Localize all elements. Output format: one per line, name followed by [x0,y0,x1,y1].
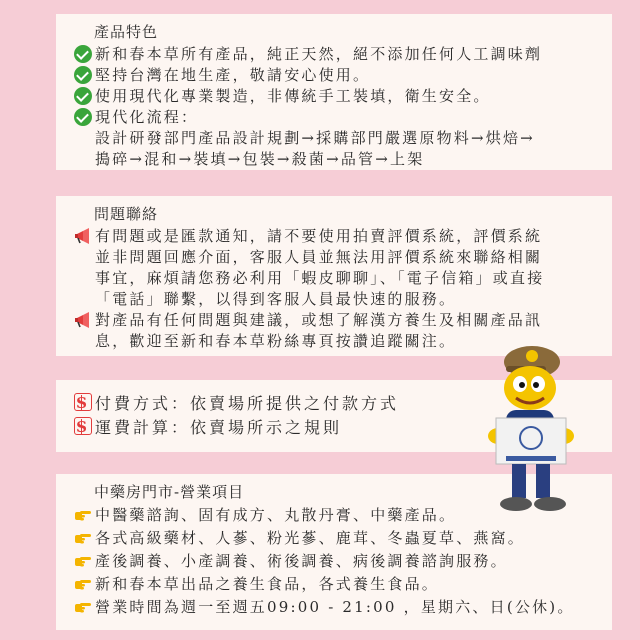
contact-text-line: 息，歡迎至新和春本草粉絲專頁按讚追蹤關注。 [95,332,457,350]
contact-text-line: 事宜，麻煩請您務必利用「蝦皮聊聊」、「電子信箱」或直接 [95,269,545,287]
contact-text-line: 「電話」聯繫，以得到客服人員最快速的服務。 [95,290,457,308]
pointing-hand-icon [74,551,92,569]
feature-item: 堅持台灣在地生產，敬請安心使用。 [74,65,598,86]
store-item: 營業時間為週一至週五09:00 - 21:00 ，星期六、日(公休)。 [74,596,598,619]
check-circle-icon [74,45,92,63]
process-line: 設計研發部門產品設計規劃→採購部門嚴選原物料→烘焙→ [95,129,535,147]
pointing-hand-icon [74,505,92,523]
store-item: 新和春本草出品之養生食品，各式養生食品。 [74,573,598,596]
dollar-sign-icon: $ [75,417,91,437]
contact-panel [56,196,612,356]
pointing-hand-icon [74,528,92,546]
shipping-fee: $ 運費計算：依賣場所示之規則 [75,417,343,437]
store-title: 中藥房門市-營業項目 [94,483,245,501]
contact-title: 問題聯絡 [94,205,159,223]
contact-text-line: 並非問題回應介面，客服人員並無法用評價系統來聯絡相關 [95,248,543,266]
process-line: 搗碎→混和→裝填→包裝→殺菌→品管→上架 [95,150,425,168]
megaphone-icon [74,227,92,245]
store-item: 中醫藥諮詢、固有成方、丸散丹膏、中藥產品。 [74,504,598,527]
feature-item: 現代化流程： [74,107,598,128]
dollar-sign-icon: $ [75,393,91,413]
feature-item: 使用現代化專業製造，非傳統手工裝填，衛生安全。 [74,86,598,107]
contact-item: 對產品有任何問題與建議，或想了解漢方養生及相關產品訊 [74,310,598,331]
check-circle-icon [74,66,92,84]
features-title: 產品特色 [94,23,159,41]
check-circle-icon [74,108,92,126]
store-item: 產後調養、小產調養、術後調養、病後調養諮詢服務。 [74,550,598,573]
delivery-mascot-illustration [470,340,590,530]
pointing-hand-icon [74,597,92,615]
megaphone-icon [74,311,92,329]
store-item: 各式高級藥材、人蔘、粉光蔘、鹿茸、冬蟲夏草、燕窩。 [74,527,598,550]
contact-item: 有問題或是匯款通知，請不要使用拍賣評價系統，評價系統 [74,226,598,247]
payment-method: $ 付費方式：依賣場所提供之付款方式 [75,393,400,413]
feature-item: 新和春本草所有產品，純正天然，絕不添加任何人工調味劑 [74,44,598,65]
check-circle-icon [74,87,92,105]
features-panel [56,14,612,170]
pointing-hand-icon [74,574,92,592]
